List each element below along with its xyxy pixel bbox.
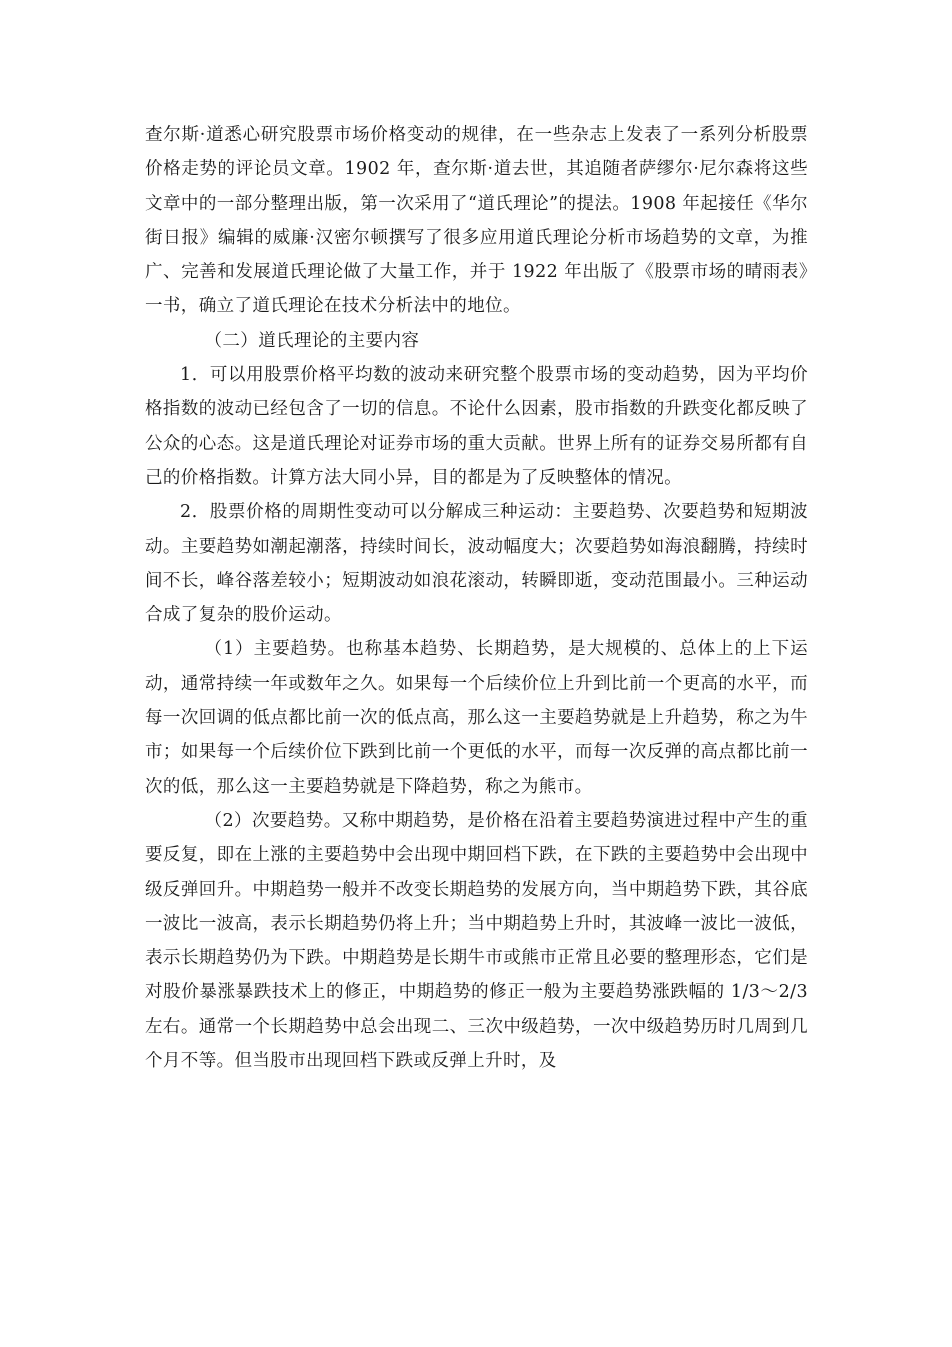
paragraph-primary-trend: （1）主要趋势。也称基本趋势、长期趋势，是大规模的、总体上的上下运动，通常持续一年或数年之久。如果每一个后续价位上升到比前一个更高的水平，而每一次回调的低点都比前一次的低点高，那么这一主要趋势就是上升趋势，称之为牛市；如果每一个后续价位下跌到比前一个更低的水平，而每一次反弹的高点都比前一次的低，那么这一主要趋势就是下降趋势，称之为熊市。 [145, 639, 808, 797]
paragraph-dow-history: 查尔斯·道悉心研究股票市场价格变动的规律，在一些杂志上发表了一系列分析股票价格走势的评论员文章。1902 年，查尔斯·道去世，其追随者萨缪尔·尼尔森将这些文章中的一部分整理出版，第一次采用了“道氏理论”的提法。1908 年起接任《华尔街日报》编辑的威廉·汉密尔顿撰写了很多应用道氏理论分析市场趋势的文章，为推广、完善和发展道氏理论做了大量工作，并于 1922 年出版了《股票市场的晴雨表》一书，确立了道氏理论在技术分析法中的地位。 [145, 125, 808, 317]
paragraph-point-1: 1．可以用股票价格平均数的波动来研究整个股票市场的变动趋势，因为平均价格指数的波动已经包含了一切的信息。不论什么因素，股市指数的升跌变化都反映了公众的心态。这是道氏理论对证券市场的重大贡献。世界上所有的证券交易所都有自己的价格指数。计算方法大同小异，目的都是为了反映整体的情况。 [145, 365, 808, 488]
section-heading: （二）道氏理论的主要内容 [204, 330, 420, 351]
document-body [145, 118, 808, 1078]
paragraph-secondary-trend: （2）次要趋势。又称中期趋势，是价格在沿着主要趋势演进过程中产生的重要反复，即在上涨的主要趋势中会出现中期回档下跌，在下跌的主要趋势中会出现中级反弹回升。中期趋势一般并不改变长期趋势的发展方向，当中期趋势下跌，其谷底一波比一波高，表示长期趋势仍将上升；当中期趋势上升时，其波峰一波比一波低，表示长期趋势仍为下跌。中期趋势是长期牛市或熊市正常且必要的整理形态，它们是对股价暴涨暴跌技术上的修正，中期趋势的修正一般为主要趋势涨跌幅的 1/3～2/3 左右。通常一个长期趋势中总会出现二、三次中级趋势，一次中级趋势历时几周到几个月不等。但当股市出现回档下跌或反弹上升时，及 [145, 810, 808, 1072]
paragraph-point-2: 2．股票价格的周期性变动可以分解成三种运动：主要趋势、次要趋势和短期波动。主要趋势如潮起潮落，持续时间长，波动幅度大；次要趋势如海浪翻腾，持续时间不长，峰谷落差较小；短期波动如浪花滚动，转瞬即逝，变动范围最小。三种运动合成了复杂的股价运动。 [145, 502, 808, 626]
